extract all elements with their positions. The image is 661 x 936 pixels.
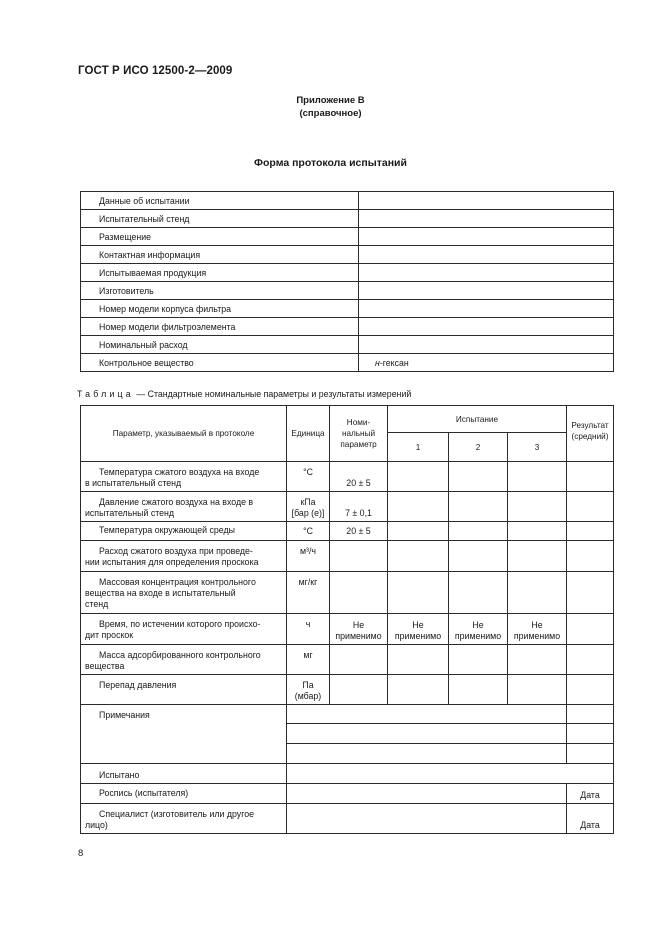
header-test-2: 2 xyxy=(449,433,508,462)
row-parameter xyxy=(81,675,287,705)
signature-label: Роспись (испытателя) xyxy=(81,784,287,804)
info-label: Изготовитель xyxy=(81,282,359,300)
row-parameter xyxy=(81,492,287,522)
info-row xyxy=(81,282,614,300)
signature-row xyxy=(81,784,614,804)
hexane-prefix: н xyxy=(375,357,380,368)
info-value[interactable] xyxy=(359,300,614,318)
table-caption-prefix: Таблица xyxy=(77,389,134,399)
row-test-1[interactable] xyxy=(388,462,449,492)
na-line: Не xyxy=(531,620,543,630)
form-title: Форма протокола испытаний xyxy=(254,157,407,169)
na-line: применимо xyxy=(335,631,382,641)
row-unit xyxy=(287,492,330,522)
info-value[interactable] xyxy=(359,354,614,372)
notes-row xyxy=(81,705,614,724)
row-parameter xyxy=(81,572,287,614)
standard-header: ГОСТ Р ИСО 12500-2—2009 xyxy=(78,65,233,77)
row-parameter xyxy=(81,614,287,645)
row-nominal[interactable] xyxy=(330,572,388,614)
table-row xyxy=(81,645,614,675)
info-label: Номер модели корпуса фильтра xyxy=(81,300,359,318)
results-table xyxy=(80,405,614,834)
info-row xyxy=(81,336,614,354)
info-row xyxy=(81,354,614,372)
row-test-2-na xyxy=(449,614,508,645)
notes-field-end[interactable] xyxy=(567,705,614,724)
unit-line: Па xyxy=(302,680,314,690)
info-row xyxy=(81,228,614,246)
row-test-1-na xyxy=(388,614,449,645)
header-test-3: 3 xyxy=(508,433,567,462)
row-nominal[interactable] xyxy=(330,675,388,705)
info-label: Контактная информация xyxy=(81,246,359,264)
row-test-3[interactable] xyxy=(508,492,567,522)
param-line: вещества xyxy=(85,661,125,671)
info-label: Номинальный расход xyxy=(81,336,359,354)
notes-field[interactable] xyxy=(287,744,567,764)
row-result[interactable] xyxy=(567,462,614,492)
notes-field[interactable] xyxy=(287,724,567,744)
info-value[interactable] xyxy=(359,228,614,246)
notes-label: Примечания xyxy=(81,705,287,764)
row-test-2[interactable] xyxy=(449,572,508,614)
tested-row xyxy=(81,764,614,784)
param-line: вещества на входе в испытательный xyxy=(85,588,236,598)
table-row xyxy=(81,492,614,522)
header-result xyxy=(567,406,614,462)
param-line: дит проскок xyxy=(85,630,134,640)
info-table xyxy=(80,191,614,372)
row-test-2[interactable] xyxy=(449,675,508,705)
info-row xyxy=(81,318,614,336)
table-row xyxy=(81,541,614,572)
row-result[interactable] xyxy=(567,614,614,645)
row-result[interactable] xyxy=(567,675,614,705)
specialist-line: лицо) xyxy=(85,820,108,830)
table-row xyxy=(81,572,614,614)
info-row xyxy=(81,300,614,318)
param-line: Масса адсорбированного контрольного xyxy=(99,650,261,660)
specialist-label xyxy=(81,804,287,834)
info-value[interactable] xyxy=(359,210,614,228)
row-test-3[interactable] xyxy=(508,675,567,705)
signature-date: Дата xyxy=(567,784,614,804)
row-test-1[interactable] xyxy=(388,541,449,572)
na-line: применимо xyxy=(454,631,502,641)
row-test-3[interactable] xyxy=(508,462,567,492)
row-nominal-na xyxy=(330,614,388,645)
row-test-3[interactable] xyxy=(508,522,567,541)
header-test: Испытание xyxy=(388,406,567,433)
header-nominal xyxy=(330,406,388,462)
row-test-1[interactable] xyxy=(388,645,449,675)
specialist-line: Специалист (изготовитель или другое xyxy=(99,809,254,819)
row-test-1[interactable] xyxy=(388,522,449,541)
na-line: применимо xyxy=(513,631,561,641)
signature-field[interactable] xyxy=(287,784,567,804)
row-test-2[interactable] xyxy=(449,645,508,675)
na-line: применимо xyxy=(394,631,442,641)
table-row xyxy=(81,462,614,492)
specialist-row xyxy=(81,804,614,834)
info-row xyxy=(81,264,614,282)
specialist-field[interactable] xyxy=(287,804,567,834)
info-label: Данные об испытании xyxy=(81,192,359,210)
param-line: нии испытания для определения проскока xyxy=(85,557,259,567)
param-line: в испытательный стенд xyxy=(85,478,182,488)
row-unit: мг xyxy=(287,645,330,675)
row-parameter xyxy=(81,541,287,572)
table-caption-text: — Стандартные номинальные параметры и результаты измерений xyxy=(133,389,412,399)
tested-field[interactable] xyxy=(287,764,614,784)
row-test-2[interactable] xyxy=(449,492,508,522)
annex-subtitle: (справочное) xyxy=(299,108,362,119)
table-row xyxy=(81,675,614,705)
param-line: Давление сжатого воздуха на входе в xyxy=(99,497,254,507)
header-unit: Единица xyxy=(287,406,330,462)
na-line: Не xyxy=(352,620,365,630)
info-label: Размещение xyxy=(81,228,359,246)
table-row xyxy=(81,522,614,541)
unit-line: (мбар) xyxy=(294,691,322,701)
row-result[interactable] xyxy=(567,572,614,614)
row-unit: °С xyxy=(287,522,330,541)
row-test-1[interactable] xyxy=(388,675,449,705)
info-value[interactable] xyxy=(359,336,614,354)
info-value[interactable] xyxy=(359,282,614,300)
row-parameter xyxy=(81,522,287,541)
header-result-l2: (средний) xyxy=(571,432,609,441)
info-value[interactable] xyxy=(359,264,614,282)
row-result[interactable] xyxy=(567,645,614,675)
row-unit: мг/кг xyxy=(287,572,330,614)
info-value[interactable] xyxy=(359,246,614,264)
info-label: Испытываемая продукция xyxy=(81,264,359,282)
table-caption xyxy=(77,389,411,399)
info-row xyxy=(81,210,614,228)
unit-line: [бар (е)] xyxy=(291,508,325,518)
param-line: стенд xyxy=(85,599,109,609)
header-nominal-l3: параметр xyxy=(340,440,377,449)
row-parameter xyxy=(81,645,287,675)
info-label: Испытательный стенд xyxy=(81,210,359,228)
na-line: Не xyxy=(472,620,484,630)
row-nominal: 20 ± 5 xyxy=(330,462,388,492)
param-line: Расход сжатого воздуха при проведе- xyxy=(99,546,253,556)
row-parameter xyxy=(81,462,287,492)
row-test-1[interactable] xyxy=(388,572,449,614)
notes-field-end[interactable] xyxy=(567,744,614,764)
na-line: Не xyxy=(412,620,424,630)
row-result[interactable] xyxy=(567,541,614,572)
row-result[interactable] xyxy=(567,492,614,522)
info-value[interactable] xyxy=(359,192,614,210)
row-test-3[interactable] xyxy=(508,645,567,675)
param-line: Температура сжатого воздуха на входе xyxy=(99,467,260,477)
row-result[interactable] xyxy=(567,522,614,541)
param-line: Перепад давления xyxy=(99,680,177,690)
header-nominal-l1: Номи- xyxy=(346,418,371,427)
hexane-text: -гексан xyxy=(379,357,409,368)
row-nominal[interactable] xyxy=(330,645,388,675)
table-row xyxy=(81,614,614,645)
header-parameter: Параметр, указываемый в протоколе xyxy=(81,406,287,462)
row-nominal: 7 ± 0,1 xyxy=(330,492,388,522)
row-nominal[interactable] xyxy=(330,541,388,572)
info-label: Номер модели фильтроэлемента xyxy=(81,318,359,336)
info-row xyxy=(81,246,614,264)
notes-field-end[interactable] xyxy=(567,724,614,744)
info-label: Контрольное вещество xyxy=(81,354,359,372)
notes-field[interactable] xyxy=(287,705,567,724)
row-unit: м³/ч xyxy=(287,541,330,572)
row-test-2[interactable] xyxy=(449,462,508,492)
info-value[interactable] xyxy=(359,318,614,336)
row-unit: °С xyxy=(287,462,330,492)
header-nominal-l2: нальный xyxy=(341,429,376,438)
param-line: Массовая концентрация контрольного xyxy=(99,577,256,587)
unit-line: кПа xyxy=(300,497,316,507)
header-result-l1: Результат xyxy=(571,421,609,430)
row-test-2[interactable] xyxy=(449,522,508,541)
annex-title: Приложение В xyxy=(296,95,365,106)
header-row xyxy=(81,406,614,433)
row-nominal: 20 ± 5 xyxy=(330,522,388,541)
row-unit xyxy=(287,675,330,705)
tested-label: Испытано xyxy=(81,764,287,784)
page-number: 8 xyxy=(78,848,84,859)
row-test-1[interactable] xyxy=(388,492,449,522)
param-line: Время, по истечении которого происхо- xyxy=(99,619,261,629)
row-test-2[interactable] xyxy=(449,541,508,572)
row-test-3-na xyxy=(508,614,567,645)
row-test-3[interactable] xyxy=(508,572,567,614)
info-row xyxy=(81,192,614,210)
specialist-date: Дата xyxy=(567,804,614,834)
param-line: испытательный стенд xyxy=(85,508,175,518)
row-unit: ч xyxy=(287,614,330,645)
header-test-1: 1 xyxy=(388,433,449,462)
row-test-3[interactable] xyxy=(508,541,567,572)
param-line: Температура окружающей среды xyxy=(99,525,235,535)
